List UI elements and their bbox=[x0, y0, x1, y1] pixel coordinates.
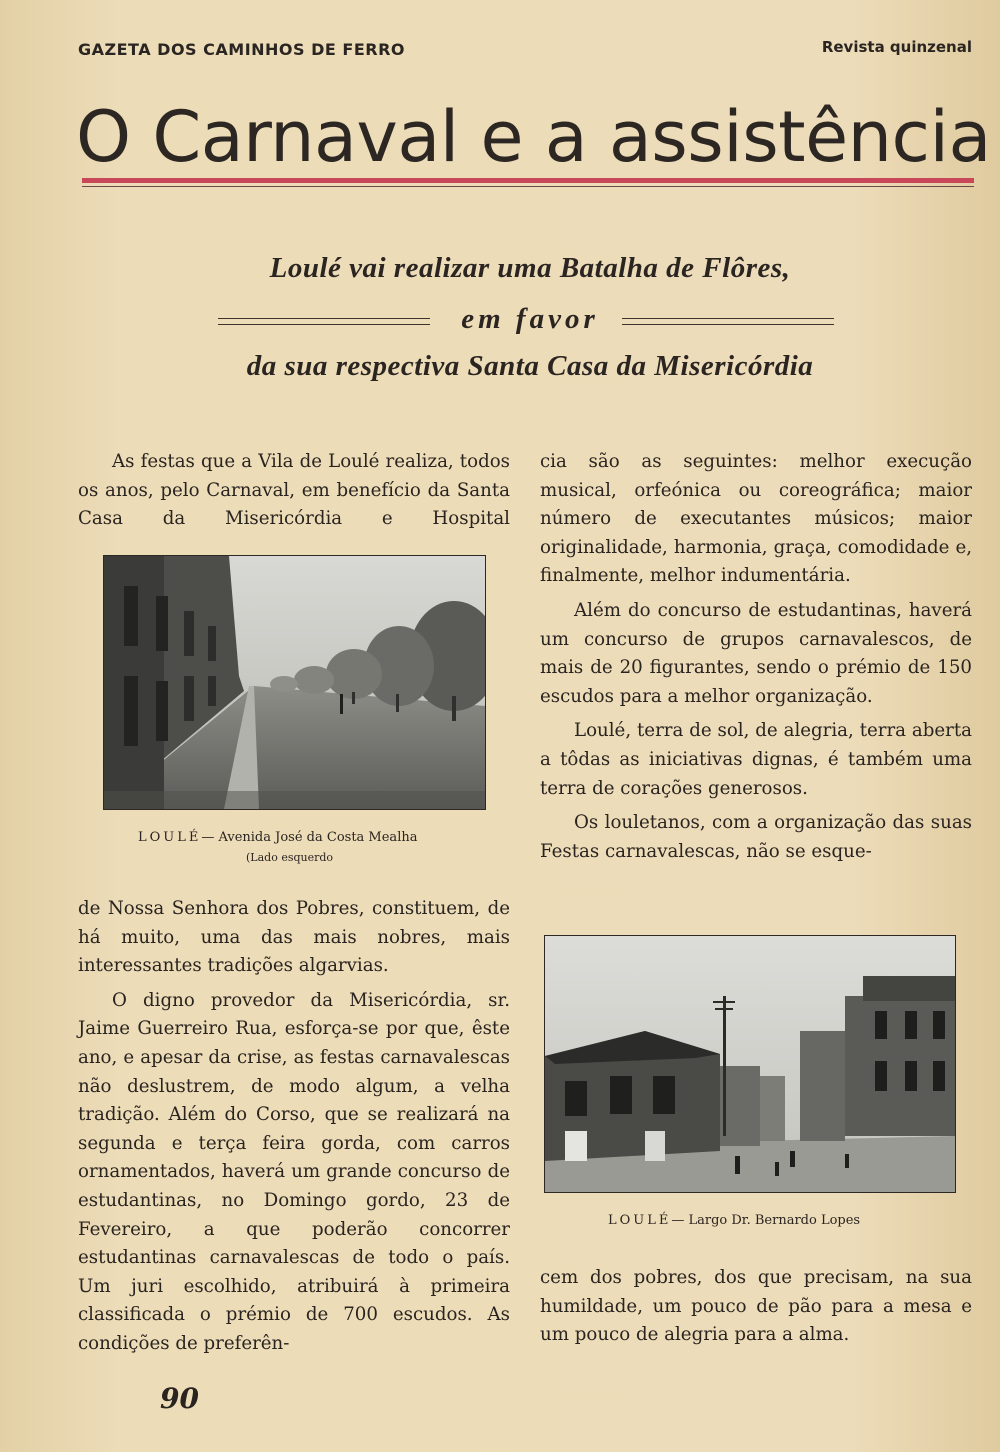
photo-largo-caption: LOULÉ— Largo Dr. Bernardo Lopes bbox=[608, 1213, 861, 1228]
paragraph: cia são as seguintes: melhor execução musical, orfeónica ou coreográfica; maior número de executantes músicos; maior originalidade, harmonia, graça, comodidade e, finalmente, melhor indumentária. bbox=[540, 451, 972, 587]
subtitle-rule-right bbox=[622, 318, 834, 325]
photo-avenida-caption: LOULÉ— Avenida José da Costa Mealha bbox=[138, 830, 418, 845]
paragraph: cem dos pobres, dos que precisam, na sua humildade, um pouco de pão para a mesa e um pouco de alegria para a alma. bbox=[540, 1267, 972, 1346]
title-underline-thin bbox=[82, 186, 974, 187]
page-number: 90 bbox=[160, 1382, 199, 1415]
paragraph: Além do concurso de estudantinas, haverá um concurso de grupos carnavalescos, de mais de 20 figurantes, sendo o prémio de 150 escudos para a melhor organização. bbox=[540, 599, 972, 707]
subtitle-line-2: em favor bbox=[461, 303, 599, 335]
square-photo-image bbox=[545, 936, 955, 1192]
paragraph: O digno provedor da Misericórdia, sr. Jaime Guerreiro Rua, esforça-se por que, êste ano, e apesar da crise, as festas carnavalescas não deslustrem, de modo algum, a velha tradição. Além do Corso, que se realizará na segunda e terça feira gorda, com carros ornamentados, haverá um grande concurso de estudantinas, no Domingo gordo, 23 de Fevereiro, a que poderão concorrer estudantinas carnavalescas de todo o país. Um juri escolhido, atribuirá à primeira classificada o prémio de 700 escudos. As condições de preferên- bbox=[78, 989, 510, 1354]
paragraph: Os louletanos, com a organização das suas Festas carnavalescas, não se esque- bbox=[540, 812, 972, 862]
photo-largo bbox=[544, 935, 956, 1193]
photo-avenida-subcaption: (Lado esquerdo bbox=[246, 851, 334, 864]
periodicity-label: Revista quinzenal bbox=[821, 38, 972, 56]
title-underline-red bbox=[82, 178, 974, 183]
subtitle-line-1: Loulé vai realizar uma Batalha de Flôres, bbox=[269, 252, 791, 284]
paragraph: de Nossa Senhora dos Pobres, constituem, de há muito, uma das mais nobres, mais interessantes tradições algarvias. bbox=[78, 898, 510, 977]
publication-name: GAZETA DOS CAMINHOS DE FERRO bbox=[78, 40, 406, 59]
photo-avenida bbox=[103, 555, 486, 810]
left-column-bottom bbox=[78, 895, 510, 1359]
right-column-bottom bbox=[540, 1264, 972, 1350]
subtitle-line-3: da sua respectiva Santa Casa da Misericórdia bbox=[246, 350, 814, 382]
paragraph: Loulé, terra de sol, de alegria, terra aberta a tôdas as iniciativas dignas, é também uma terra de corações generosos. bbox=[540, 720, 972, 799]
left-column-top bbox=[78, 448, 510, 534]
article-title: O Carnaval e a assistência bbox=[76, 96, 991, 178]
street-photo-image bbox=[104, 556, 485, 809]
paragraph: As festas que a Vila de Loulé realiza, todos os anos, pelo Carnaval, em benefício da Santa Casa da Misericórdia e Hospital bbox=[78, 451, 510, 530]
right-column-top bbox=[540, 448, 972, 866]
